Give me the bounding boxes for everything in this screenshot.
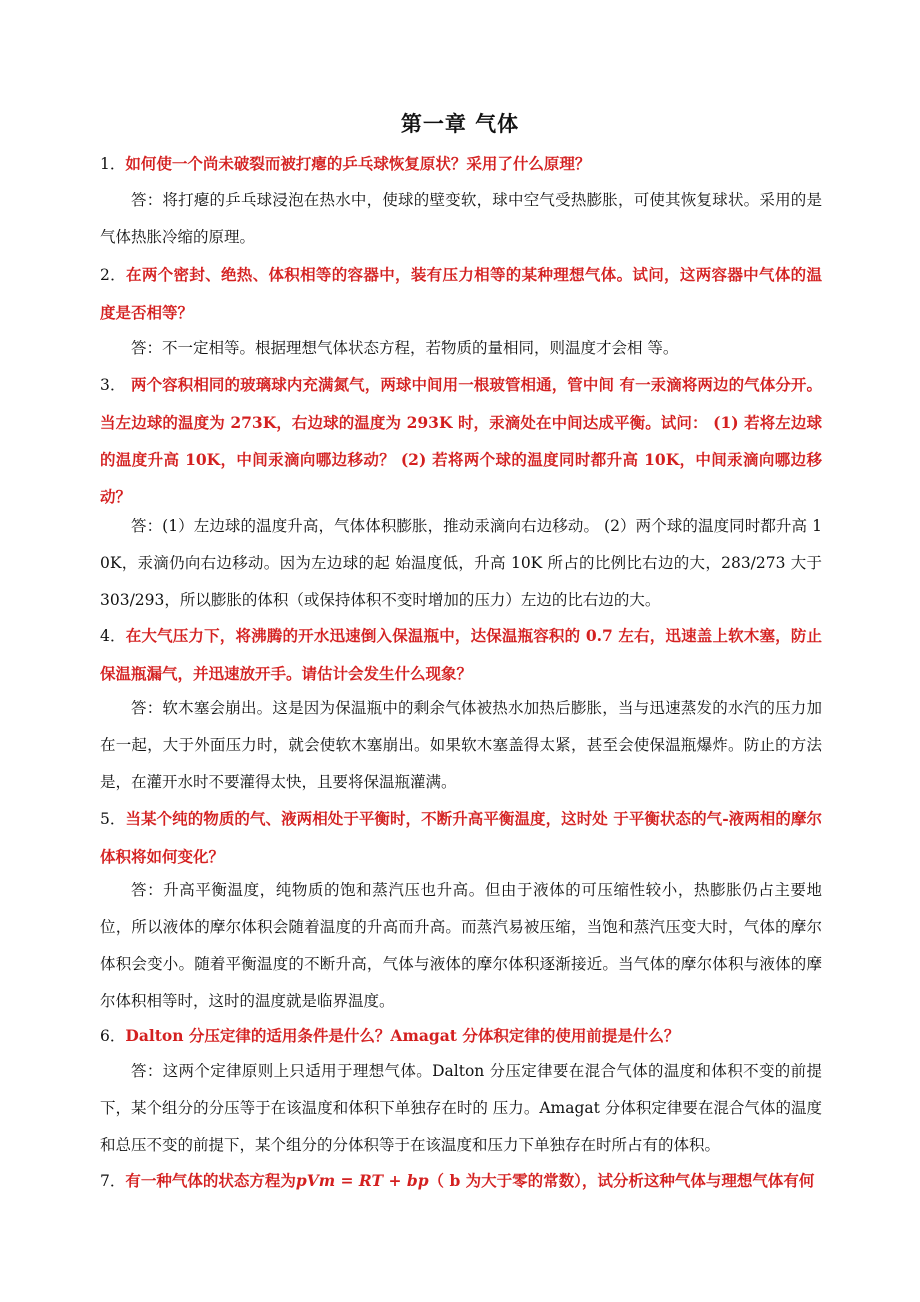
question-text: Dalton 分压定律的适用条件是什么？Amagat 分体积定律的使用前提是什么？: [125, 1026, 680, 1045]
question-text: 如何使一个尚未破裂而被打瘪的乒乓球恢复原状？采用了什么原理？: [125, 154, 591, 173]
question-text: 在大气压力下，将沸腾的开水迅速倒入保温瓶中，达保温瓶容积的 0.7 左右，迅速盖上软木塞，防止保温瓶漏气，并迅速放开手。请估计会发生什么现象？: [100, 626, 822, 683]
question-text-after: （ b 为大于零的常数），试分析这种气体与理想气体有何: [428, 1171, 815, 1190]
question-number: 6．: [100, 1027, 126, 1045]
answer-2: 答：不一定相等。根据理想气体状态方程，若物质的量相同，则温度才会相 等。: [131, 339, 679, 357]
question-text: 两个容积相同的玻璃球内充满氮气，两球中间用一根玻管相通，管中间 有一汞滴将两边的气体分开。当左边球的温度为 273K，右边球的温度为 293K 时，汞滴处在中间达成平衡。试问： (1) 若将左边球的温度升高 10K，中间汞滴向哪边移动？ (2) 若将两个球的温度同时都升高 10K，中间汞滴向哪边移动？: [100, 375, 822, 506]
answer-1: 答：将打瘪的乒乓球浸泡在热水中，使球的壁变软，球中空气受热膨胀，可使其恢复球状。采用的是气体热胀冷缩的原理。: [100, 191, 822, 246]
question-text-before: 有一种气体的状态方程为: [125, 1171, 296, 1190]
answer-6: 答：这两个定律原则上只适用于理想气体。Dalton 分压定律要在混合气体的温度和体积不变的前提下，某个组分的分压等于在该温度和体积下单独存在时的 压力。Amagat 分体积定律要在混合气体的温度和总压不变的前提下，某个组分的分体积等于在该温度和压力下单独存在时所占有的体积。: [100, 1062, 822, 1154]
chapter-title: 第一章 气体: [400, 111, 520, 136]
question-number: 2．: [100, 266, 127, 284]
question-number: 3．: [100, 376, 126, 394]
question-text: 当某个纯的物质的气、液两相处于平衡时，不断升高平衡温度，这时处 于平衡状态的气-液两相的摩尔体积将如何变化？: [100, 809, 822, 866]
question-number: 1．: [100, 155, 126, 173]
question-text: 在两个密封、绝热、体积相等的容器中，装有压力相等的某种理想气体。试问，这两容器中气体的温度是否相等？: [100, 265, 822, 322]
question-1: [100, 145, 822, 183]
question-2: [100, 256, 822, 331]
answer-4: 答：软木塞会崩出。这是因为保温瓶中的剩余气体被热水加热后膨胀，当与迅速蒸发的水汽的压力加在一起，大于外面压力时，就会使软木塞崩出。如果软木塞盖得太紧，甚至会使保温瓶爆炸。防止的方法是，在灌开水时不要灌得太快，且要将保温瓶灌满。: [100, 699, 822, 791]
answer-3: 答：(1）左边球的温度升高，气体体积膨胀，推动汞滴向右边移动。 (2）两个球的温度同时都升高 10K，汞滴仍向右边移动。因为左边球的起 始温度低，升高 10K 所占的比例比右边的大，283/273 大于 303/293，所以膨胀的体积（或保持体积不变时增加的压力）左边的比右边的大。: [100, 517, 822, 609]
question-6: [100, 1017, 822, 1055]
question-5: [100, 800, 822, 875]
question-4: [100, 617, 822, 692]
answer-5: 答：升高平衡温度，纯物质的饱和蒸汽压也升高。但由于液体的可压缩性较小，热膨胀仍占主要地位，所以液体的摩尔体积会随着温度的升高而升高。而蒸汽易被压缩，当饱和蒸汽压变大时，气体的摩尔体积会变小。随着平衡温度的不断升高，气体与液体的摩尔体积逐渐接近。当气体的摩尔体积与液体的摩尔体积相等时，这时的温度就是临界温度。: [100, 881, 822, 1010]
question-number: 5．: [100, 810, 126, 828]
state-equation: pVm = RT + bp: [295, 1171, 429, 1190]
question-number: 4．: [100, 627, 126, 645]
question-number: 7．: [100, 1172, 126, 1190]
question-7: [100, 1162, 822, 1200]
question-3: [100, 366, 822, 515]
